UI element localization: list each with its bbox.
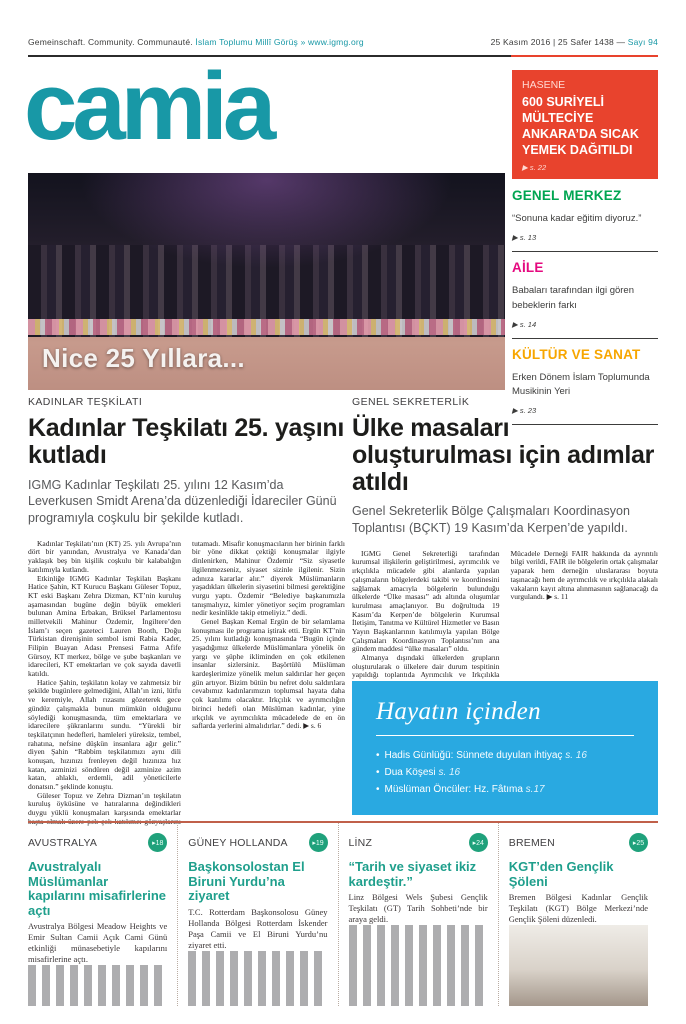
article-kadinlar-teskilati bbox=[28, 396, 345, 828]
bottom-headline: Başkonsolostan El Biruni Yurdu’na ziyaret bbox=[188, 859, 305, 904]
sidebar-section-title: AİLE bbox=[512, 260, 544, 276]
list-item bbox=[376, 750, 634, 761]
bottom-photo bbox=[349, 925, 488, 1006]
bottom-body-text: T.C. Rotterdam Başkonsolosu Güney Hollanda Bölgesi Rotterdam İskender Paşa Camii ve El Biruni Yurdu’nu ziyaret etti. bbox=[188, 906, 328, 950]
list-item-page-ref: s.17 bbox=[525, 784, 545, 795]
sidebar-section-title: KÜLTÜR VE SANAT bbox=[512, 346, 641, 362]
sidebar-item-genel-merkez bbox=[512, 180, 658, 252]
header-issue: Sayı 94 bbox=[627, 37, 658, 47]
sidebar-item-aile bbox=[512, 252, 658, 339]
page-number-badge: ▸18 bbox=[148, 833, 167, 852]
header-tagline bbox=[28, 37, 364, 47]
bullet-icon: • bbox=[376, 750, 380, 761]
article-body: Kadınlar Teşkilatı’nın (KT) 25. yılı Avrupa’nın dört bir yanından, Avustralya ve Kanada’dan yaklaşık beş bin kişilik coşkulu bir kalabalığın katılımıyla kutlandı. Etkinliğe IGMG Kadınlar Teşkilatı Başkanı Hatice Şahin, KT Kurucu Başkanı Güleser Topuz, KT eski Başkanı Zehra Dizman, KT’nin kuruluş aşamasından bugüne değin büyük emekleri bulunan Amina Erbakan, Brüksel Parlamentosu milletvekili Mahinur Özdemir, İngiltere’den İslam’ı seçen gazeteci Lauren Booth, Doğu Türkistan direnişinin sembol ismi Rabia Kader, Filipin Buayan Adası Prensesi Fatma Afife Gürsoy, KT merkez, bölge ve şube başkanları ve idarecileri, KT emektarları ve çok sayıda davetli katıldı. Hatice Şahin, teşkilatın kolay ve zahmetsiz bir şekilde bugünlere gelmediğini, Allah’ın izni, lütfu ve keremiyle, Allah rızasını gözeterek gece gündüz çalışmakla bunun mümkün olduğunu söylediği konuşmasında, tüm emektarlara ve idarecilere şükranlarını sundu. “Yürekli bir teşkilatçının hedefleri, hamleleri yüreksiz, tembel, rahatına, nefsine düşkün insanlara ağır gelir.” diyen Şahin “Rabbim teşkilatımızı aynı dili konuşan, hızınızı frenleyen değil hızınıza hız katan, azminizi söndüren değil azminize azim katan, ahlaklı, erdemli, adil yöneticilerle donatsın.” şeklinde konuştu. Güleser Topuz ve Zehra Dizman’ın teşkilatın kuruluş öyküsüne ve hatıralarına değindikleri duygu yüklü konuşmaları karşısında emektarlar başta olmak üzere pek çok katılımcı gözyaşlarını tutamadı. Misafir konuşmacıların her birinin farklı bir yöne dikkat çektiği konuşmalar ilgiyle dinlenirken, Mahinur Özdemir “Siz siyasetle ilgilenmezseniz, siyaset sizinle ilgilenir. Sizin adınıza kararlar alır.” diyerek Müslümanların yaşadıkları ülkelerin siyasetini bilmesi gerektiğine vurgu yaptı. Özdemir “Belediye başkanımızla tanışmalıyız, kimler yönetiyor seçim programları nedir kesinlikle takip etmeliyiz.” dedi. Genel Başkan Kemal Ergün de bir selamlama konuşması ile programa iştirak etti. Ergün KT’nin 25. yılını kutladığı konuşmasında “Bugün içinde yaşadığımız ülkelerde Müslümanlara yönelik ön yargı ve şüphe ikliminden en çok etkilenen insanlar sizlersiniz. Başörtülü Müslüman kardeşlerimize yönelik melun saldırılar her geçen gün artıyor. Bizim bütün bu nefret dolu saldırılara cevabımız kadınlarımızın toplumsal hayata daha çok katılımı olacaktır. Irkçılık ve ayrımcılığın birinci hedefi olan Müslüman kadınlar, yine ırkçılık ve ayrımcılıkta mücadelede de en ön saflarda yerlerini almalıdırlar.” dedi. ▶ s. 6 bbox=[28, 539, 345, 826]
sidebar-page-ref: ▶ s. 23 bbox=[512, 406, 537, 416]
bottom-photo bbox=[28, 965, 167, 1006]
bottom-column-linz bbox=[338, 823, 498, 1006]
sidebar-page-ref: ▶ s. 14 bbox=[512, 319, 537, 329]
bottom-photo bbox=[509, 925, 648, 1006]
page-number-badge: ▸24 bbox=[469, 833, 488, 852]
bullet-icon: • bbox=[376, 784, 380, 795]
bottom-headline: KGT’den Gençlik Şöleni bbox=[508, 859, 614, 889]
sidebar-section-title: GENEL MERKEZ bbox=[512, 188, 622, 203]
bottom-section-label: AVUSTRALYA bbox=[28, 836, 98, 849]
main-photo bbox=[28, 173, 505, 390]
list-item-text: Müslüman Öncüler: Hz. Fâtıma bbox=[384, 784, 523, 795]
bottom-column-header bbox=[349, 833, 488, 852]
bottom-column-avustralya bbox=[28, 823, 177, 1006]
page-number-badge: ▸25 bbox=[629, 833, 648, 852]
hasene-teaser-box bbox=[512, 70, 658, 179]
list-item-page-ref: s. 16 bbox=[438, 767, 461, 778]
header-date: 25 Kasım 2016 | 25 Safer 1438 — bbox=[490, 37, 628, 47]
bottom-body-text: Avustralya Bölgesi Meadow Heights ve Emir Sultan Camii Açık Cami Günü etkinliği münasebetiyle kapılarını misafirlerine açtı. bbox=[28, 921, 168, 965]
list-item-page-ref: s. 16 bbox=[565, 750, 587, 761]
hasene-title: 600 SURİYELİ MÜLTECİYE ANKARA’DA SICAK YEMEK DAĞITILDI bbox=[522, 95, 639, 157]
article-lead: Genel Sekreterlik Bölge Çalışmaları Koordinasyon Toplantısı (BÇKT) 19 Kasım’da Kerpen’de yapıldı. bbox=[352, 504, 630, 535]
bottom-column-header bbox=[509, 833, 648, 852]
bottom-section-label: BREMEN bbox=[508, 836, 555, 849]
main-photo-caption: Nice 25 Yıllara... bbox=[42, 343, 245, 373]
hasene-page-ref: ▶ s. 22 bbox=[522, 163, 547, 172]
list-item bbox=[376, 784, 634, 795]
hayatin-icinden-box bbox=[352, 681, 658, 815]
list-item-text: Dua Köşesi bbox=[384, 767, 436, 778]
hasene-kicker: HASENE bbox=[522, 79, 566, 91]
bullet-icon: • bbox=[376, 767, 380, 778]
bottom-column-header bbox=[188, 833, 327, 852]
tagline-languages: Gemeinschaft. Community. Communauté. bbox=[28, 37, 196, 47]
bottom-column-header bbox=[28, 833, 167, 852]
hayatin-icinden-title: Hayatın içinden bbox=[376, 698, 634, 736]
bottom-column-guney-hollanda bbox=[177, 823, 337, 1006]
page-number-badge: ▸19 bbox=[309, 833, 328, 852]
bottom-body-text: Bremen Bölgesi Kadınlar Gençlik Teşkilatı (KGT) Bölge Merkezi’nde Gençlik Şöleni düzenledi. bbox=[508, 892, 648, 925]
article-kicker: GENEL SEKRETERLİK bbox=[352, 396, 470, 408]
bottom-body-text: Linz Bölgesi Wels Şubesi Gençlik Teşkilatı (GT) Tarih Sohbeti’nde bir araya geldi. bbox=[348, 892, 488, 925]
article-lead: IGMG Kadınlar Teşkilatı 25. yılını 12 Kasım’da Leverkusen Smidt Arena’da düzenlediği İdareciler Günü programıyla coşkulu bir şekilde kutladı. bbox=[28, 477, 337, 525]
bottom-headline: “Tarih ve siyaset ikiz kardeştir.” bbox=[348, 859, 477, 889]
bottom-section-label: GÜNEY HOLLANDA bbox=[188, 836, 288, 849]
page-header bbox=[28, 37, 658, 47]
article-headline: Ülke masaları oluşturulması için adımlar atıldı bbox=[352, 414, 655, 496]
article-body: IGMG Genel Sekreterliği tarafından kurumsal ilişkilerin geliştirilmesi, ayrımcılık ve ırkçılıkla mücadele gibi alanlarda yapılan çalışmaların bölgelerdeki takibi ve koordinesini sağlamak amacıyla bölgelerin bulunduğu ülkelerde “Ülke masası” adı altında oluşumlar kurulması amaçlanıyor. Bu doğrultuda 19 Kasım’da Kerpen’de bölgelerin Kurumsal İletişim, Tanıtma ve Kültürel Hizmetler ve Basın Yayın Başkanlarının katılımıyla yapılan Bölge Çalışmaları Koordinasyon Toplantısı’nın ana gündem maddesi “ülke masaları” oldu. Almanya dışındaki ülkelerden grupların oluşturularak o ülkelere dair durum tespitinin yapıldığı toplantıda Ayrımcılık ve Irkçılıkla Mücadele Derneği FAIR hakkında da ayrıntılı bilgi verildi, FAIR ile bölgelerin ortak çalışmalar yaparak hem derneğin uluslararası boyuta taşınacağı hem de ayrımcılık ve ırkçılıkla alakalı vakaların kayıt altına alınmasının sağlanacağı da vurgulandı. ▶ s. 11 bbox=[352, 549, 658, 680]
header-date-issue bbox=[491, 37, 658, 47]
bottom-column-bremen bbox=[498, 823, 658, 1006]
tagline-org: İslam Toplumu Millî Görüş » www.igmg.org bbox=[195, 37, 364, 47]
list-item-text: Hadis Günlüğü: Sünnete duyulan ihtiyaç bbox=[384, 750, 563, 761]
bottom-teaser-strip bbox=[28, 821, 658, 1006]
article-kicker: KADINLAR TEŞKİLATI bbox=[28, 396, 143, 408]
article-headline: Kadınlar Teşkilatı 25. yaşını kutladı bbox=[28, 414, 344, 469]
teaser-sidebar bbox=[512, 180, 658, 425]
sidebar-teaser-text: Erken Dönem İslam Toplumunda Musikinin Yeri bbox=[512, 371, 650, 397]
article-genel-sekreterlik bbox=[352, 396, 658, 684]
sidebar-teaser-text: Babaları tarafından ilgi gören bebeklerin farkı bbox=[512, 285, 634, 311]
list-item bbox=[376, 767, 634, 778]
sidebar-page-ref: ▶ s. 13 bbox=[512, 233, 537, 243]
bottom-section-label: LİNZ bbox=[348, 836, 373, 849]
hayatin-icinden-list bbox=[376, 750, 634, 795]
bottom-photo bbox=[188, 951, 327, 1006]
sidebar-teaser-text: “Sonuna kadar eğitim diyoruz.” bbox=[512, 213, 642, 224]
bottom-headline: Avustralyalı Müslümanlar kapılarını misafirlerine açtı bbox=[28, 859, 167, 918]
masthead-logo: camia bbox=[24, 53, 272, 160]
